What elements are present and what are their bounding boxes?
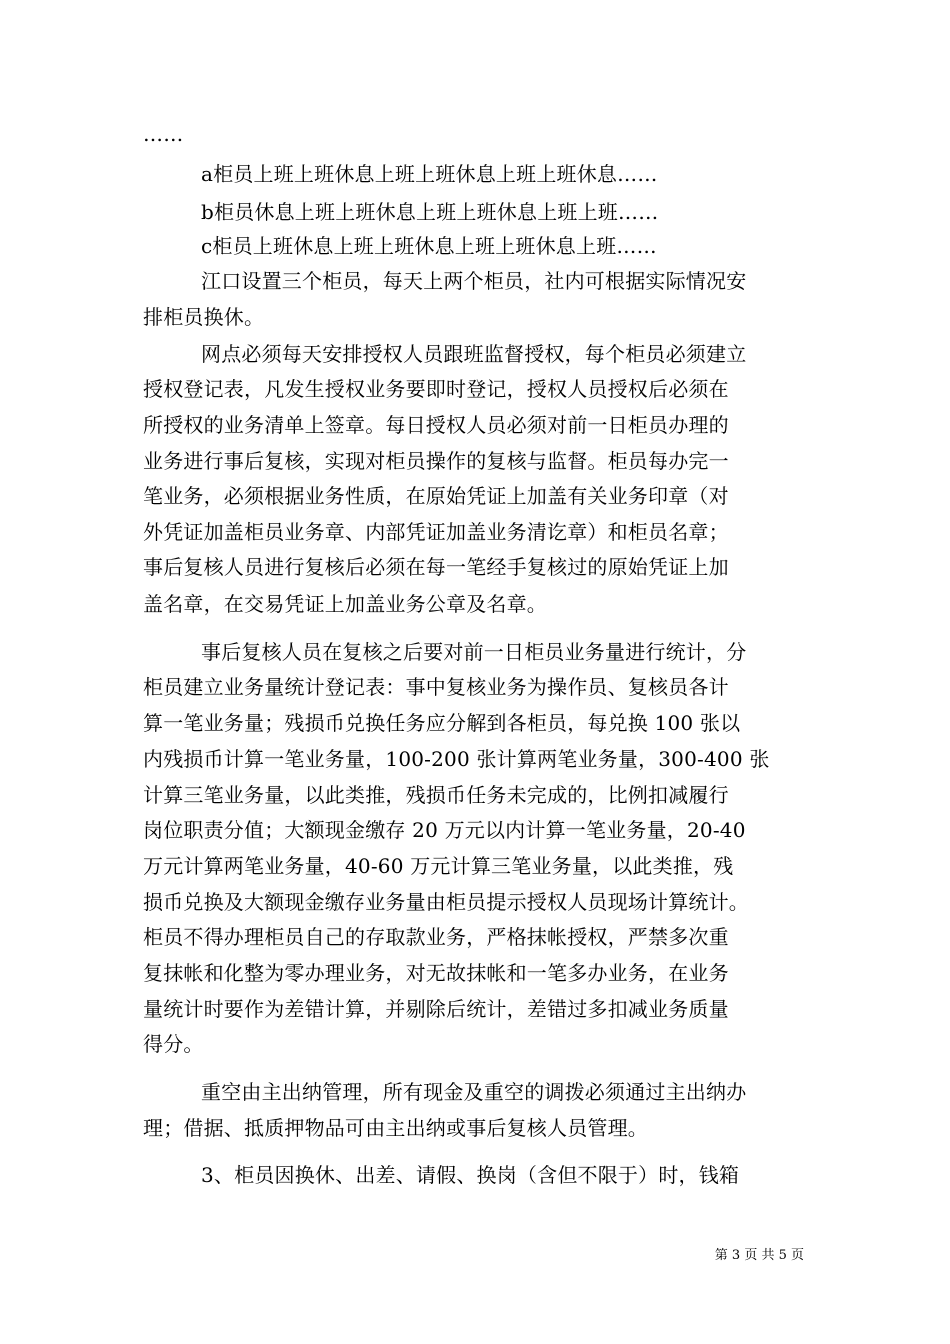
text-line: 排柜员换休。	[143, 305, 265, 329]
text-line: 盖名章，在交易凭证上加盖业务公章及名章。	[143, 592, 547, 616]
text-line: 理；借据、抵质押物品可由主出纳或事后复核人员管理。	[143, 1116, 648, 1140]
text-line: ……	[143, 122, 184, 146]
text-line: 事后复核人员进行复核后必须在每一笔经手复核过的原始凭证上加	[143, 555, 729, 579]
text-line: 3、柜员因换休、出差、请假、换岗（含但不限于）时，钱箱	[201, 1163, 740, 1187]
text-line: 笔业务，必须根据业务性质，在原始凭证上加盖有关业务印章（对	[143, 484, 729, 508]
text-line: c柜员上班休息上班上班休息上班上班休息上班……	[201, 234, 657, 258]
text-line: 柜员建立业务量统计登记表：事中复核业务为操作员、复核员各计	[143, 675, 729, 699]
text-line: 网点必须每天安排授权人员跟班监督授权，每个柜员必须建立	[201, 342, 747, 366]
text-line: b柜员休息上班上班休息上班上班休息上班上班……	[201, 200, 659, 224]
text-line: 重空由主出纳管理，所有现金及重空的调拨必须通过主出纳办	[201, 1080, 747, 1104]
text-line: 万元计算两笔业务量，40-60 万元计算三笔业务量，以此类推，残	[143, 854, 734, 878]
text-line: 岗位职责分值；大额现金缴存 20 万元以内计算一笔业务量，20-40	[143, 818, 746, 842]
text-line: 所授权的业务清单上签章。每日授权人员必须对前一日柜员办理的	[143, 413, 729, 437]
text-line: 柜员不得办理柜员自己的存取款业务，严格抹帐授权，严禁多次重	[143, 925, 729, 949]
text-line: a柜员上班上班休息上班上班休息上班上班休息……	[201, 162, 658, 186]
text-line: 内残损币计算一笔业务量，100-200 张计算两笔业务量，300-400 张	[143, 747, 770, 771]
text-line: 授权登记表，凡发生授权业务要即时登记，授权人员授权后必须在	[143, 377, 729, 401]
text-line: 得分。	[143, 1032, 204, 1056]
text-line: 计算三笔业务量，以此类推，残损币任务未完成的，比例扣减履行	[143, 783, 729, 807]
text-line: 损币兑换及大额现金缴存业务量由柜员提示授权人员现场计算统计。	[143, 890, 749, 914]
text-line: 量统计时要作为差错计算，并剔除后统计，差错过多扣减业务质量	[143, 997, 729, 1021]
text-line: 事后复核人员在复核之后要对前一日柜员业务量进行统计，分	[201, 640, 747, 664]
text-line: 外凭证加盖柜员业务章、内部凭证加盖业务清讫章）和柜员名章；	[143, 520, 729, 544]
text-line: 江口设置三个柜员，每天上两个柜员，社内可根据实际情况安	[201, 269, 747, 293]
text-line: 业务进行事后复核，实现对柜员操作的复核与监督。柜员每办完一	[143, 449, 729, 473]
page-number: 第 3 页 共 5 页	[714, 1248, 804, 1263]
text-line: 复抹帐和化整为零办理业务，对无故抹帐和一笔多办业务，在业务	[143, 961, 729, 985]
text-line: 算一笔业务量；残损币兑换任务应分解到各柜员，每兑换 100 张以	[143, 711, 741, 735]
